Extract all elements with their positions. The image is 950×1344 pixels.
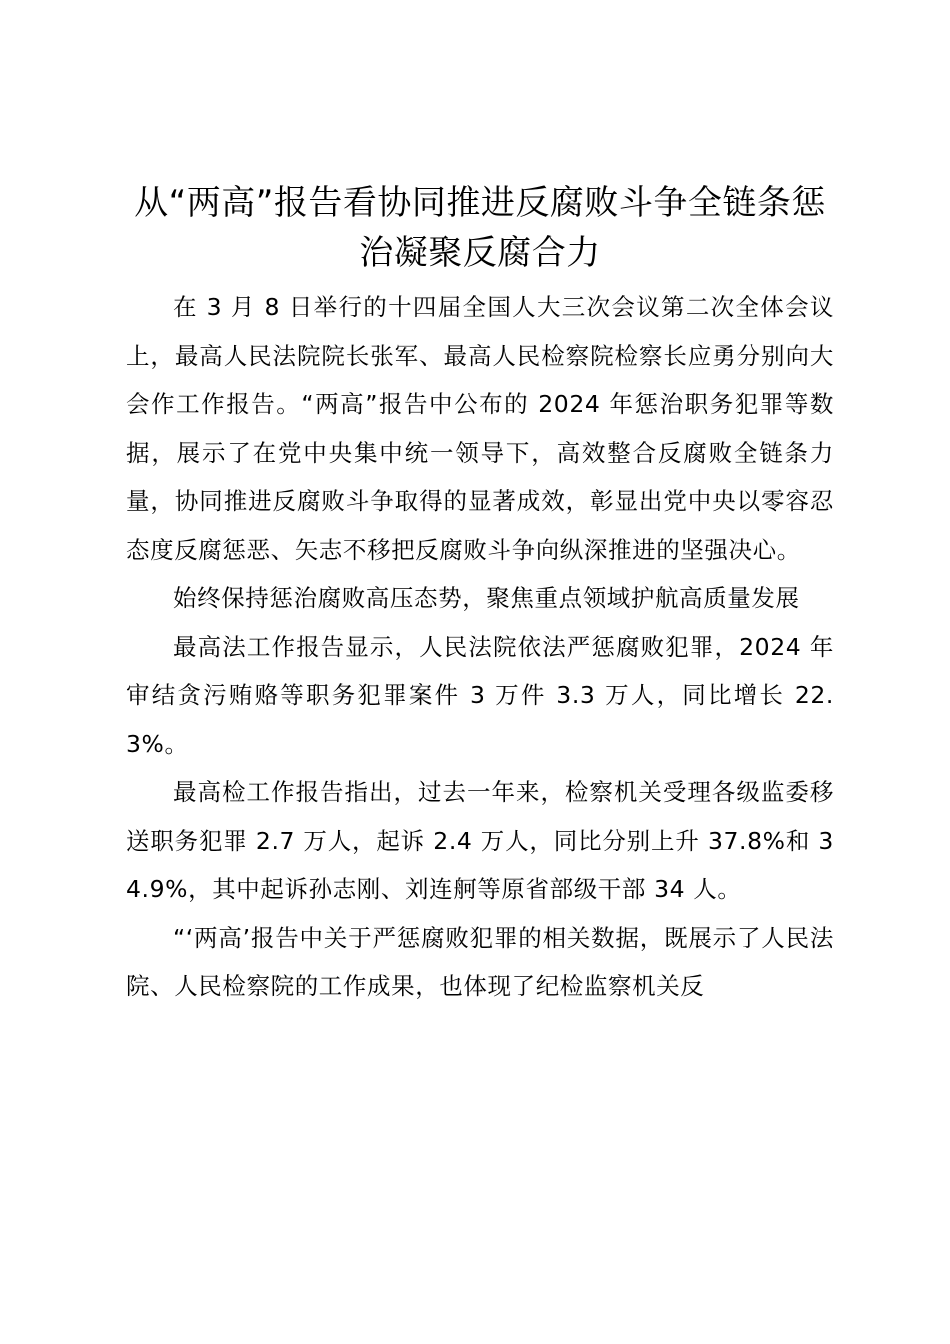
document-body — [126, 283, 834, 1011]
paragraph-subheading: 始终保持惩治腐败高压态势，聚焦重点领域护航高质量发展 — [173, 584, 800, 612]
paragraph-procuratorate-report: 最高检工作报告指出，过去一年来，检察机关受理各级监委移送职务犯罪 2.7 万人，起诉 2.4 万人，同比分别上升 37.8%和 34.9%，其中起诉孙志刚、刘连舸等原省部级干部 34 人。 — [126, 778, 834, 903]
document-title: 从“两高”报告看协同推进反腐败斗争全链条惩治凝聚反腐合力 — [134, 183, 826, 273]
paragraph-intro: 在 3 月 8 日举行的十四届全国人大三次会议第二次全体会议上，最高人民法院院长张军、最高人民检察院检察长应勇分别向大会作工作报告。“两高”报告中公布的 2024 年惩治职务犯罪等数据，展示了在党中央集中统一领导下，高效整合反腐败全链条力量，协同推进反腐败斗争取得的显著成效，彰显出党中央以零容忍态度反腐惩恶、矢志不移把反腐败斗争向纵深推进的坚强决心。 — [126, 293, 834, 564]
paragraph-court-report: 最高法工作报告显示，人民法院依法严惩腐败犯罪，2024 年审结贪污贿赂等职务犯罪案件 3 万件 3.3 万人，同比增长 22.3%。 — [126, 632, 834, 758]
paragraph-quote: “‘两高’报告中关于严惩腐败犯罪的相关数据，既展示了人民法院、人民检察院的工作成果，也体现了纪检监察机关反 — [126, 923, 834, 1000]
